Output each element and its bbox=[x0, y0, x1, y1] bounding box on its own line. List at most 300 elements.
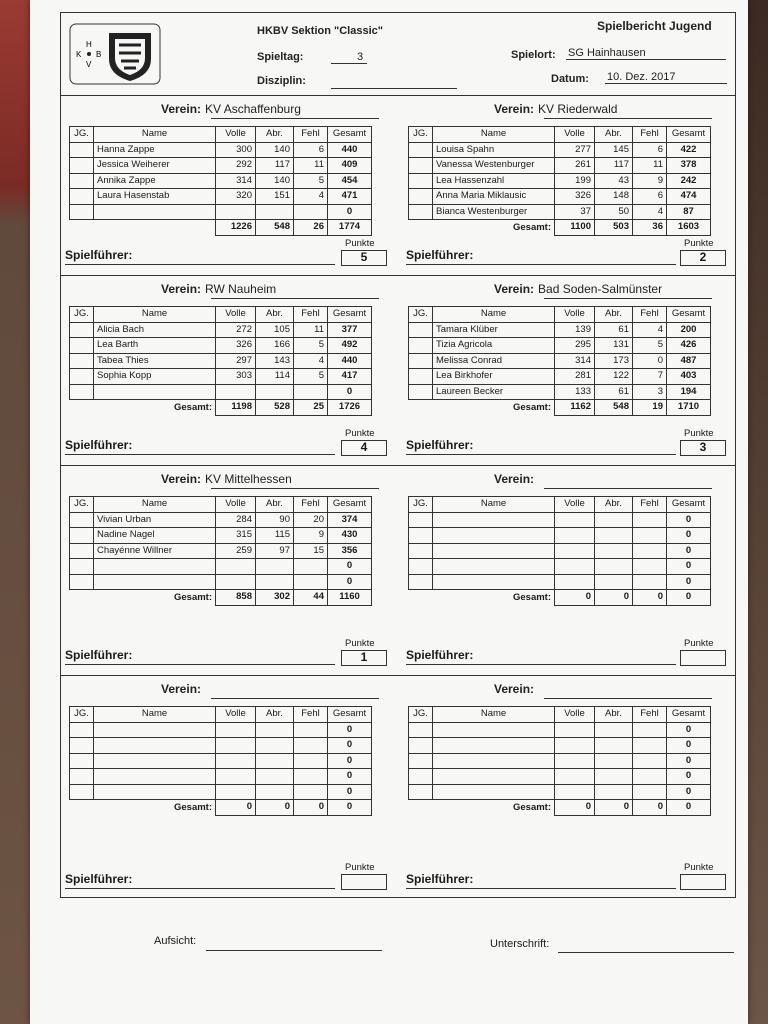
team-left-3 bbox=[61, 466, 398, 675]
cell-volle[interactable]: 199 bbox=[555, 173, 595, 189]
cell-fehl[interactable] bbox=[294, 204, 328, 220]
player-row bbox=[409, 158, 711, 174]
aufsicht-field[interactable] bbox=[206, 950, 382, 951]
cell-jg[interactable] bbox=[70, 353, 94, 369]
cell-abr[interactable] bbox=[256, 204, 294, 220]
cell-abr[interactable] bbox=[256, 784, 294, 800]
cell-name[interactable] bbox=[433, 753, 555, 769]
cell-gesamt: 0 bbox=[667, 738, 711, 754]
cell-jg[interactable] bbox=[409, 158, 433, 174]
cell-volle[interactable] bbox=[216, 574, 256, 590]
cell-name[interactable]: Jessica Weiherer bbox=[94, 158, 216, 174]
cell-volle[interactable] bbox=[216, 559, 256, 575]
cell-fehl[interactable] bbox=[294, 722, 328, 738]
cell-jg[interactable] bbox=[70, 369, 94, 385]
cell-volle[interactable] bbox=[216, 769, 256, 785]
cell-jg[interactable] bbox=[70, 338, 94, 354]
cell-name[interactable]: Hanna Zappe bbox=[94, 142, 216, 158]
punkte-box[interactable]: 2 bbox=[680, 250, 726, 266]
cell-fehl[interactable] bbox=[633, 559, 667, 575]
cell-volle[interactable]: 314 bbox=[216, 173, 256, 189]
cell-name[interactable] bbox=[433, 769, 555, 785]
table-header-row bbox=[70, 307, 372, 323]
verein-name[interactable]: KV Mittelhessen bbox=[205, 472, 292, 486]
spielfuehrer-field[interactable] bbox=[406, 454, 676, 455]
player-row bbox=[70, 204, 372, 220]
cell-abr[interactable] bbox=[595, 738, 633, 754]
cell-abr[interactable] bbox=[595, 528, 633, 544]
cell-name[interactable]: Anna Maria Miklausic bbox=[433, 189, 555, 205]
cell-name[interactable]: Nadine Nagel bbox=[94, 528, 216, 544]
disziplin-field[interactable] bbox=[331, 88, 457, 89]
cell-jg[interactable] bbox=[409, 528, 433, 544]
cell-name[interactable] bbox=[433, 528, 555, 544]
total-abr: 0 bbox=[256, 800, 294, 816]
cell-name[interactable] bbox=[94, 753, 216, 769]
cell-jg[interactable] bbox=[70, 559, 94, 575]
cell-fehl[interactable]: 7 bbox=[633, 369, 667, 385]
cell-name[interactable]: Melissa Conrad bbox=[433, 353, 555, 369]
cell-volle[interactable] bbox=[555, 753, 595, 769]
report-title: Spielbericht Jugend bbox=[597, 19, 712, 33]
cell-abr[interactable] bbox=[595, 512, 633, 528]
cell-volle[interactable]: 326 bbox=[555, 189, 595, 205]
cell-jg[interactable] bbox=[409, 543, 433, 559]
cell-volle[interactable]: 320 bbox=[216, 189, 256, 205]
cell-volle[interactable] bbox=[555, 559, 595, 575]
spielfuehrer-field[interactable] bbox=[65, 454, 335, 455]
player-row bbox=[409, 142, 711, 158]
col-header-volle: Volle bbox=[555, 707, 595, 723]
cell-jg[interactable] bbox=[70, 173, 94, 189]
cell-name[interactable]: Tabea Thies bbox=[94, 353, 216, 369]
aufsicht-label: Aufsicht: bbox=[154, 935, 197, 947]
cell-fehl[interactable]: 11 bbox=[294, 322, 328, 338]
player-row bbox=[70, 753, 372, 769]
cell-abr[interactable]: 140 bbox=[256, 142, 294, 158]
cell-volle[interactable] bbox=[555, 722, 595, 738]
verein-name[interactable]: Bad Soden-Salmünster bbox=[538, 282, 663, 296]
punkte-box[interactable]: 4 bbox=[341, 440, 387, 456]
cell-name[interactable]: Annika Zappe bbox=[94, 173, 216, 189]
cell-jg[interactable] bbox=[409, 753, 433, 769]
verein-label: Verein: bbox=[494, 282, 535, 296]
cell-volle[interactable] bbox=[555, 528, 595, 544]
cell-gesamt: 0 bbox=[328, 784, 372, 800]
logo-letter-b: B bbox=[96, 50, 102, 59]
cell-abr[interactable] bbox=[595, 769, 633, 785]
cell-name[interactable]: Vivian Urban bbox=[94, 512, 216, 528]
player-row bbox=[409, 753, 711, 769]
cell-abr[interactable]: 115 bbox=[256, 528, 294, 544]
cell-gesamt: 0 bbox=[328, 559, 372, 575]
cell-jg[interactable] bbox=[409, 769, 433, 785]
cell-volle[interactable] bbox=[555, 738, 595, 754]
spielort-value[interactable]: SG Hainhausen bbox=[568, 47, 646, 59]
cell-jg[interactable] bbox=[70, 384, 94, 400]
cell-jg[interactable] bbox=[409, 189, 433, 205]
player-row bbox=[70, 574, 372, 590]
cell-fehl[interactable] bbox=[294, 753, 328, 769]
cell-name[interactable]: Laura Hasenstab bbox=[94, 189, 216, 205]
cell-jg[interactable] bbox=[409, 142, 433, 158]
cell-jg[interactable] bbox=[409, 338, 433, 354]
total-fehl: 25 bbox=[294, 400, 328, 416]
player-row bbox=[409, 722, 711, 738]
cell-name[interactable] bbox=[94, 784, 216, 800]
cell-abr[interactable] bbox=[595, 722, 633, 738]
cell-volle[interactable] bbox=[216, 204, 256, 220]
cell-gesamt: 0 bbox=[328, 753, 372, 769]
cell-name[interactable]: Louisa Spahn bbox=[433, 142, 555, 158]
cell-abr[interactable] bbox=[256, 384, 294, 400]
player-row bbox=[70, 769, 372, 785]
cell-volle[interactable]: 277 bbox=[555, 142, 595, 158]
cell-fehl[interactable]: 5 bbox=[633, 338, 667, 354]
cell-jg[interactable] bbox=[70, 528, 94, 544]
player-row bbox=[409, 204, 711, 220]
punkte-box[interactable] bbox=[680, 650, 726, 666]
total-label: Gesamt: bbox=[70, 590, 216, 606]
col-header-jg: JG. bbox=[70, 307, 94, 323]
total-row bbox=[409, 400, 711, 416]
player-row bbox=[70, 528, 372, 544]
cell-fehl[interactable] bbox=[633, 753, 667, 769]
spielfuehrer-field[interactable] bbox=[65, 888, 335, 889]
total-row bbox=[70, 220, 372, 236]
cell-volle[interactable] bbox=[555, 784, 595, 800]
cell-name[interactable]: Laureen Becker bbox=[433, 384, 555, 400]
cell-jg[interactable] bbox=[70, 753, 94, 769]
cell-abr[interactable] bbox=[256, 738, 294, 754]
cell-fehl[interactable] bbox=[294, 784, 328, 800]
cell-fehl[interactable] bbox=[633, 574, 667, 590]
table-header-row bbox=[409, 497, 711, 513]
cell-jg[interactable] bbox=[70, 722, 94, 738]
cell-jg[interactable] bbox=[409, 322, 433, 338]
punkte-box[interactable]: 1 bbox=[341, 650, 387, 666]
cell-gesamt: 422 bbox=[667, 142, 711, 158]
cell-volle[interactable] bbox=[216, 384, 256, 400]
cell-name[interactable]: Lea Barth bbox=[94, 338, 216, 354]
datum-label: Datum: bbox=[551, 73, 589, 85]
cell-fehl[interactable]: 6 bbox=[294, 142, 328, 158]
cell-fehl[interactable]: 4 bbox=[633, 204, 667, 220]
cell-fehl[interactable] bbox=[294, 574, 328, 590]
cell-fehl[interactable]: 11 bbox=[633, 158, 667, 174]
cell-volle[interactable]: 326 bbox=[216, 338, 256, 354]
cell-name[interactable] bbox=[433, 559, 555, 575]
player-row bbox=[70, 369, 372, 385]
cell-jg[interactable] bbox=[409, 204, 433, 220]
cell-volle[interactable]: 300 bbox=[216, 142, 256, 158]
cell-gesamt: 0 bbox=[667, 528, 711, 544]
cell-abr[interactable]: 50 bbox=[595, 204, 633, 220]
cell-name[interactable]: Sophia Kopp bbox=[94, 369, 216, 385]
cell-volle[interactable] bbox=[555, 769, 595, 785]
cell-abr[interactable] bbox=[256, 722, 294, 738]
cell-abr[interactable]: 117 bbox=[595, 158, 633, 174]
cell-jg[interactable] bbox=[70, 322, 94, 338]
cell-volle[interactable]: 297 bbox=[216, 353, 256, 369]
cell-abr[interactable]: 122 bbox=[595, 369, 633, 385]
cell-fehl[interactable]: 6 bbox=[633, 189, 667, 205]
cell-fehl[interactable]: 4 bbox=[633, 322, 667, 338]
cell-fehl[interactable]: 4 bbox=[294, 189, 328, 205]
cell-name[interactable] bbox=[433, 784, 555, 800]
cell-volle[interactable] bbox=[555, 574, 595, 590]
cell-fehl[interactable] bbox=[294, 738, 328, 754]
cell-abr[interactable]: 143 bbox=[256, 353, 294, 369]
col-header-jg: JG. bbox=[409, 497, 433, 513]
cell-volle[interactable]: 315 bbox=[216, 528, 256, 544]
cell-abr[interactable]: 151 bbox=[256, 189, 294, 205]
cell-gesamt: 492 bbox=[328, 338, 372, 354]
verein-label: Verein: bbox=[161, 682, 202, 696]
total-fehl: 19 bbox=[633, 400, 667, 416]
cell-volle[interactable]: 261 bbox=[555, 158, 595, 174]
cell-jg[interactable] bbox=[70, 738, 94, 754]
total-row bbox=[409, 220, 711, 236]
cell-fehl[interactable] bbox=[294, 769, 328, 785]
cell-jg[interactable] bbox=[70, 189, 94, 205]
cell-volle[interactable]: 37 bbox=[555, 204, 595, 220]
cell-gesamt: 374 bbox=[328, 512, 372, 528]
cell-name[interactable] bbox=[94, 738, 216, 754]
cell-gesamt: 471 bbox=[328, 189, 372, 205]
cell-name[interactable] bbox=[94, 384, 216, 400]
cell-jg[interactable] bbox=[409, 559, 433, 575]
cell-fehl[interactable]: 11 bbox=[294, 158, 328, 174]
verein-name[interactable]: KV Aschaffenburg bbox=[205, 102, 301, 116]
cell-abr[interactable]: 173 bbox=[595, 353, 633, 369]
cell-name[interactable] bbox=[94, 722, 216, 738]
cell-jg[interactable] bbox=[70, 769, 94, 785]
cell-fehl[interactable]: 5 bbox=[294, 369, 328, 385]
cell-volle[interactable]: 139 bbox=[555, 322, 595, 338]
cell-jg[interactable] bbox=[70, 574, 94, 590]
cell-fehl[interactable] bbox=[294, 384, 328, 400]
cell-abr[interactable] bbox=[256, 574, 294, 590]
spielfuehrer-field[interactable] bbox=[65, 664, 335, 665]
cell-gesamt: 430 bbox=[328, 528, 372, 544]
cell-abr[interactable]: 97 bbox=[256, 543, 294, 559]
punkte-box[interactable] bbox=[341, 874, 387, 890]
cell-name[interactable]: Tizia Agricola bbox=[433, 338, 555, 354]
cell-volle[interactable] bbox=[216, 722, 256, 738]
team-left-1 bbox=[61, 96, 398, 275]
cell-gesamt: 0 bbox=[667, 769, 711, 785]
cell-abr[interactable]: 114 bbox=[256, 369, 294, 385]
cell-volle[interactable] bbox=[555, 543, 595, 559]
spielfuehrer-field[interactable] bbox=[406, 888, 676, 889]
punkte-box[interactable]: 5 bbox=[341, 250, 387, 266]
cell-fehl[interactable]: 5 bbox=[294, 173, 328, 189]
cell-name[interactable]: Tamara Klüber bbox=[433, 322, 555, 338]
col-header-gesamt: Gesamt bbox=[328, 497, 372, 513]
cell-abr[interactable]: 43 bbox=[595, 173, 633, 189]
col-header-name: Name bbox=[94, 307, 216, 323]
cell-abr[interactable] bbox=[595, 753, 633, 769]
cell-fehl[interactable] bbox=[633, 528, 667, 544]
cell-fehl[interactable]: 4 bbox=[294, 353, 328, 369]
cell-name[interactable] bbox=[94, 574, 216, 590]
spielfuehrer-field[interactable] bbox=[65, 264, 335, 265]
cell-name[interactable] bbox=[94, 559, 216, 575]
cell-abr[interactable]: 90 bbox=[256, 512, 294, 528]
cell-jg[interactable] bbox=[409, 784, 433, 800]
total-volle: 0 bbox=[555, 800, 595, 816]
cell-jg[interactable] bbox=[409, 384, 433, 400]
total-gesamt: 1726 bbox=[328, 400, 372, 416]
cell-name[interactable] bbox=[433, 574, 555, 590]
total-gesamt: 0 bbox=[667, 800, 711, 816]
cell-volle[interactable] bbox=[216, 753, 256, 769]
cell-gesamt: 0 bbox=[667, 784, 711, 800]
cell-abr[interactable] bbox=[595, 559, 633, 575]
cell-fehl[interactable] bbox=[633, 512, 667, 528]
cell-abr[interactable] bbox=[595, 784, 633, 800]
spieltag-value[interactable]: 3 bbox=[357, 51, 364, 63]
cell-name[interactable]: Lea Birkhofer bbox=[433, 369, 555, 385]
form-frame bbox=[60, 12, 736, 898]
punkte-box[interactable] bbox=[680, 874, 726, 890]
punkte-box[interactable]: 3 bbox=[680, 440, 726, 456]
cell-volle[interactable] bbox=[216, 784, 256, 800]
cell-name[interactable]: Lea Hassenzahl bbox=[433, 173, 555, 189]
cell-jg[interactable] bbox=[409, 738, 433, 754]
spielfuehrer-field[interactable] bbox=[406, 264, 676, 265]
cell-name[interactable] bbox=[433, 722, 555, 738]
cell-volle[interactable]: 314 bbox=[555, 353, 595, 369]
verein-name[interactable]: KV Riederwald bbox=[538, 102, 618, 116]
score-table bbox=[408, 706, 711, 816]
cell-fehl[interactable] bbox=[633, 784, 667, 800]
cell-jg[interactable] bbox=[409, 369, 433, 385]
cell-jg[interactable] bbox=[70, 784, 94, 800]
cell-jg[interactable] bbox=[70, 543, 94, 559]
cell-name[interactable] bbox=[433, 512, 555, 528]
cell-abr[interactable]: 131 bbox=[595, 338, 633, 354]
cell-abr[interactable]: 61 bbox=[595, 322, 633, 338]
cell-volle[interactable]: 292 bbox=[216, 158, 256, 174]
total-abr: 0 bbox=[595, 800, 633, 816]
score-table bbox=[69, 306, 372, 416]
cell-fehl[interactable]: 0 bbox=[633, 353, 667, 369]
cell-gesamt: 242 bbox=[667, 173, 711, 189]
col-header-name: Name bbox=[433, 707, 555, 723]
cell-fehl[interactable] bbox=[633, 769, 667, 785]
cell-abr[interactable] bbox=[256, 753, 294, 769]
cell-abr[interactable]: 105 bbox=[256, 322, 294, 338]
punkte-label: Punkte bbox=[684, 428, 714, 439]
cell-jg[interactable] bbox=[409, 173, 433, 189]
verein-label: Verein: bbox=[161, 102, 202, 116]
cell-abr[interactable]: 148 bbox=[595, 189, 633, 205]
game-section-4 bbox=[61, 675, 735, 899]
player-row bbox=[70, 559, 372, 575]
spielfuehrer-label: Spielführer: bbox=[65, 438, 133, 452]
cell-fehl[interactable]: 15 bbox=[294, 543, 328, 559]
cell-jg[interactable] bbox=[70, 204, 94, 220]
cell-gesamt: 454 bbox=[328, 173, 372, 189]
cell-fehl[interactable] bbox=[633, 738, 667, 754]
cell-name[interactable] bbox=[94, 769, 216, 785]
cell-name[interactable]: Bianca Westenburger bbox=[433, 204, 555, 220]
cell-name[interactable] bbox=[94, 204, 216, 220]
total-label: Gesamt: bbox=[70, 400, 216, 416]
cell-jg[interactable] bbox=[70, 158, 94, 174]
cell-abr[interactable] bbox=[595, 574, 633, 590]
verein-name[interactable]: RW Nauheim bbox=[205, 282, 277, 296]
cell-fehl[interactable]: 9 bbox=[294, 528, 328, 544]
col-header-jg: JG. bbox=[409, 707, 433, 723]
cell-volle[interactable] bbox=[216, 738, 256, 754]
cell-fehl[interactable]: 3 bbox=[633, 384, 667, 400]
col-header-gesamt: Gesamt bbox=[667, 707, 711, 723]
cell-abr[interactable]: 117 bbox=[256, 158, 294, 174]
col-header-name: Name bbox=[433, 497, 555, 513]
disziplin-label: Disziplin: bbox=[257, 75, 306, 87]
punkte-label: Punkte bbox=[345, 238, 375, 249]
cell-volle[interactable]: 281 bbox=[555, 369, 595, 385]
cell-volle[interactable]: 272 bbox=[216, 322, 256, 338]
cell-volle[interactable] bbox=[555, 512, 595, 528]
cell-jg[interactable] bbox=[409, 722, 433, 738]
cell-name[interactable]: Vanessa Westenburger bbox=[433, 158, 555, 174]
cell-abr[interactable]: 145 bbox=[595, 142, 633, 158]
cell-fehl[interactable] bbox=[633, 722, 667, 738]
cell-jg[interactable] bbox=[70, 142, 94, 158]
cell-name[interactable] bbox=[433, 543, 555, 559]
cell-fehl[interactable] bbox=[294, 559, 328, 575]
col-header-gesamt: Gesamt bbox=[328, 307, 372, 323]
cell-volle[interactable]: 133 bbox=[555, 384, 595, 400]
cell-abr[interactable]: 61 bbox=[595, 384, 633, 400]
cell-jg[interactable] bbox=[70, 512, 94, 528]
cell-name[interactable] bbox=[433, 738, 555, 754]
cell-volle[interactable]: 284 bbox=[216, 512, 256, 528]
cell-fehl[interactable]: 9 bbox=[633, 173, 667, 189]
cell-abr[interactable] bbox=[595, 543, 633, 559]
cell-abr[interactable]: 140 bbox=[256, 173, 294, 189]
spielfuehrer-field[interactable] bbox=[406, 664, 676, 665]
cell-abr[interactable] bbox=[256, 559, 294, 575]
cell-fehl[interactable] bbox=[633, 543, 667, 559]
cell-abr[interactable]: 166 bbox=[256, 338, 294, 354]
score-table bbox=[69, 126, 372, 236]
cell-fehl[interactable]: 6 bbox=[633, 142, 667, 158]
game-section-2 bbox=[61, 275, 735, 465]
player-row bbox=[409, 559, 711, 575]
cell-name[interactable]: Alicia Bach bbox=[94, 322, 216, 338]
unterschrift-field[interactable] bbox=[558, 952, 734, 953]
cell-volle[interactable]: 259 bbox=[216, 543, 256, 559]
cell-jg[interactable] bbox=[409, 512, 433, 528]
cell-jg[interactable] bbox=[409, 353, 433, 369]
total-row bbox=[70, 400, 372, 416]
col-header-jg: JG. bbox=[409, 307, 433, 323]
cell-fehl[interactable]: 5 bbox=[294, 338, 328, 354]
cell-volle[interactable]: 303 bbox=[216, 369, 256, 385]
cell-volle[interactable]: 295 bbox=[555, 338, 595, 354]
player-row bbox=[409, 769, 711, 785]
cell-fehl[interactable]: 20 bbox=[294, 512, 328, 528]
cell-name[interactable]: Chayénne Willner bbox=[94, 543, 216, 559]
cell-jg[interactable] bbox=[409, 574, 433, 590]
datum-value[interactable]: 10. Dez. 2017 bbox=[607, 71, 676, 83]
cell-abr[interactable] bbox=[256, 769, 294, 785]
